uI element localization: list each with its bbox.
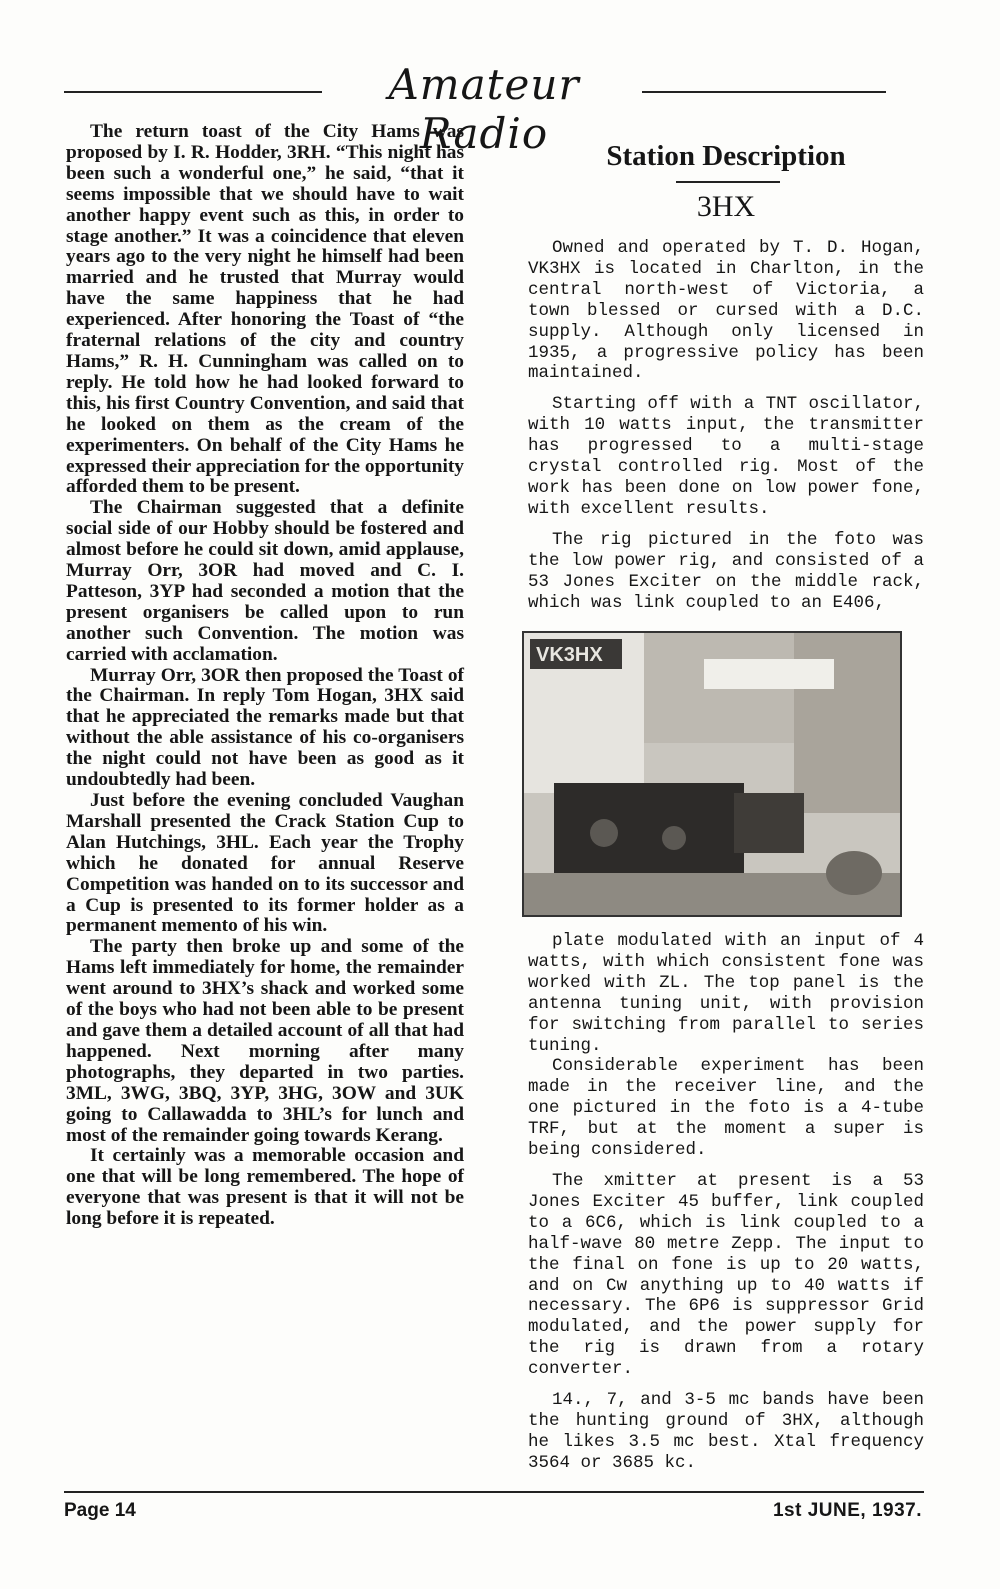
left-column	[66, 122, 464, 1230]
paragraph: The Chairman suggested that a definite social side of our Hobby should be fostered and almost before he could sit down, amid applause, Murray Orr, 3OR had moved and C. I. Patteson, 3YP had seconded a motion that the present organisers be called upon to run another such Convention. The motion was carried with acclamation.	[66, 497, 464, 665]
paragraph: The rig pictured in the foto was the low power rig, and consisted of a 53 Jones Exciter on the middle rack, which was link coupled to an E406,	[528, 529, 924, 613]
heading-divider	[676, 181, 780, 183]
paragraph: The xmitter at present is a 53 Jones Exciter 45 buffer, link coupled to a 6C6, which is link coupled to a half-wave 80 metre Zepp. The input to the final on fone is up to 20 watts, and on Cw anything up to 40 watts if necessary. The 6P6 is suppressor Grid modulated, and the power supply for the rig is drawn from a rotary converter.	[528, 1170, 924, 1380]
station-photo-image	[524, 633, 900, 915]
station-photo	[522, 631, 902, 917]
paragraph: The return toast of the City Hams was proposed by I. R. Hodder, 3RH. “This night has been such a wonderful one,” he said, “that it seems impossible that we should have to wait another happy event such as this, in order to stage another.” It was a coincidence that eleven years ago to the very night he himself had been married and he trusted that Murray would have the same happiness that he had experienced. After honoring the Toast of “the fraternal relations of the city and country Hams,” R. H. Cunningham was called on to reply. He told how he had looked forward to this, his first Country Convention, and said that he looked on them as the cream of the experimenters. On behalf of the City Hams he expressed their appreciation for the opportunity afforded them to be present.	[66, 121, 464, 498]
masthead-title: Amateur Radio	[388, 60, 580, 158]
paragraph: Considerable experiment has been made in the receiver line, and the one pictured in the foto is a 4-tube TRF, but at the moment a super is being considered.	[528, 1056, 924, 1161]
paragraph: 14., 7, and 3-5 mc bands have been the hunting ground of 3HX, although he likes 3.5 mc best. Xtal frequency 3564 or 3685 kc.	[528, 1390, 924, 1473]
paragraph: The party then broke up and some of the Hams left immediately for home, the remainder went around to 3HX’s shack and worked some of the boys who had not been able to be present and gave them a detailed account of all that had happened. Next morning after many photographs, they departed in two parties. 3ML, 3WG, 3BQ, 3YP, 3HG, 3OW and 3UK going to Callawadda to 3HL’s for lunch and most of the remainder going towards Kerang.	[66, 936, 464, 1146]
paragraph: It certainly was a memorable occasion and one that will be long remembered. The hope of everyone that was present is that it will not be long before it is repeated.	[66, 1145, 464, 1230]
callsign-heading: 3HX	[696, 190, 756, 223]
paragraph: Owned and operated by T. D. Hogan, VK3HX is located in Charlton, in the central north-west of Victoria, a town blessed or cursed with a D.C. supply. Although only licensed in 1935, a progressive policy has been maintained.	[528, 238, 924, 384]
paragraph: Starting off with a TNT oscillator, with 10 watts input, the transmitter has progressed to a multi-stage crystal controlled rig. Most of the work has been done on low power fone, with excellent results.	[528, 394, 924, 519]
station-text-top	[528, 238, 924, 613]
station-text-bottom	[528, 931, 924, 1484]
photo-sign-text: VK3HX	[536, 644, 603, 666]
masthead-rule-right	[642, 91, 886, 93]
issue-date: 1st JUNE, 1937.	[772, 1500, 922, 1521]
paragraph: Just before the evening concluded Vaughan Marshall presented the Crack Station Cup to Alan Hutchings, 3HL. Each year the Trophy which he donated for annual Reserve Competition was handed on to its successor and a Cup is presented to its former holder as a permanent memento of his win.	[66, 790, 464, 937]
paragraph: plate modulated with an input of 4 watts, with which consistent fone was worked with ZL. The top panel is the antenna tuning unit, with provision for switching from parallel to series tuning.	[528, 931, 924, 1056]
paragraph: Murray Orr, 3OR then proposed the Toast of the Chairman. In reply Tom Hogan, 3HX said that he appreciated the remarks made but that without the able assistance of his co-organisers the night could not have been as good as it undoubtedly had been.	[66, 664, 464, 791]
footer-rule	[64, 1491, 924, 1493]
page-number: Page 14	[64, 1500, 136, 1521]
masthead-rule-left	[64, 91, 322, 93]
section-heading: Station Description	[606, 140, 846, 172]
